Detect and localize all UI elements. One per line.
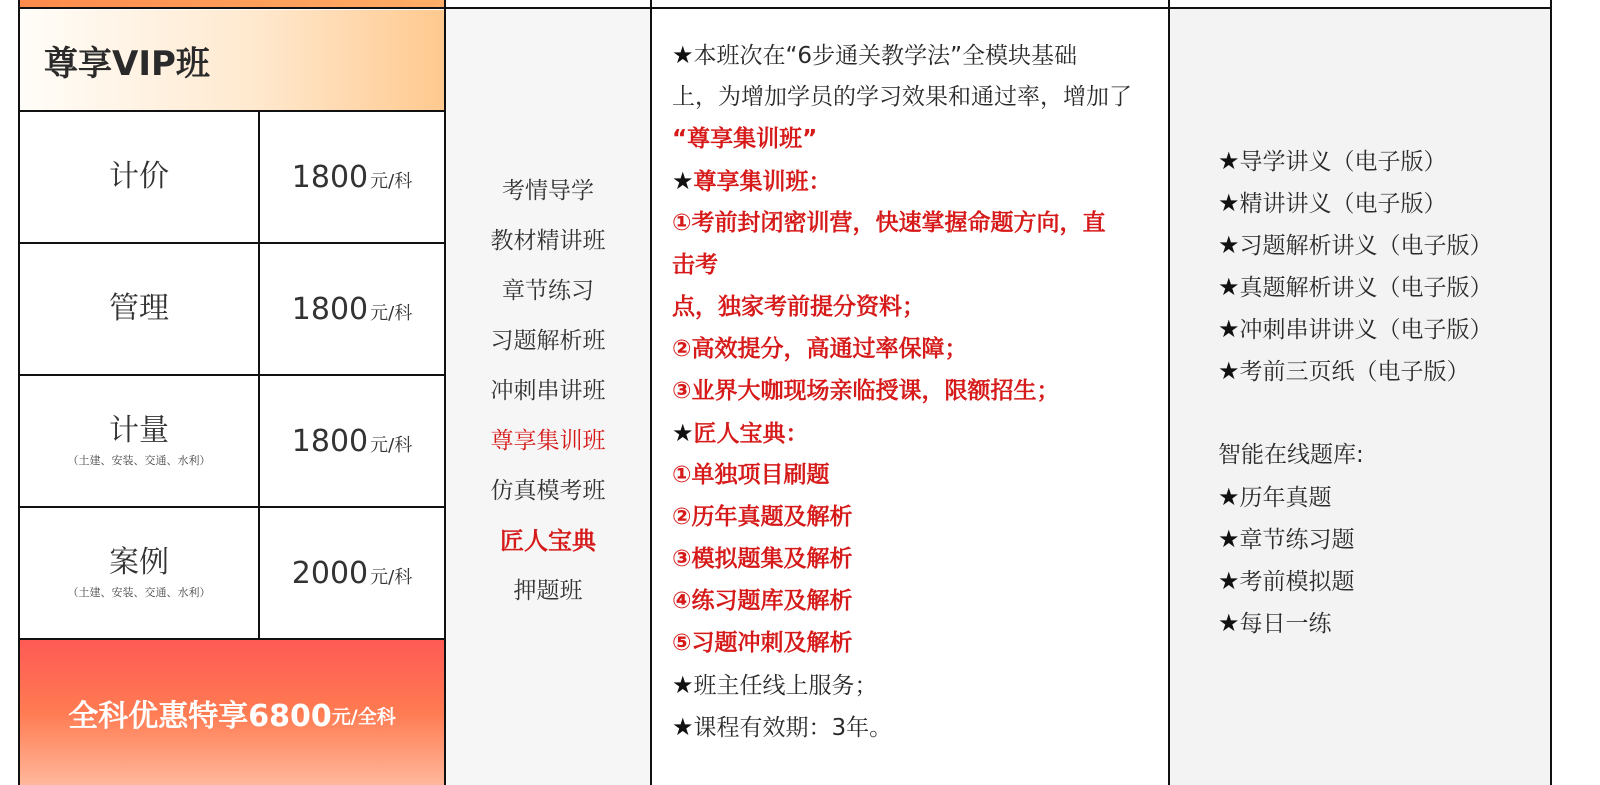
grid-line	[18, 0, 20, 785]
description-line	[672, 290, 1152, 332]
promo-banner[interactable]	[20, 640, 444, 785]
right-margin	[1552, 0, 1600, 785]
subject-name: 案例	[109, 545, 169, 580]
price-cell	[260, 244, 444, 374]
subject-cell	[20, 508, 258, 638]
grid-line	[18, 506, 446, 508]
description-line	[672, 458, 1152, 500]
grid-line	[444, 0, 446, 785]
grid-line	[650, 0, 652, 785]
course-item: 押题班	[513, 578, 583, 604]
description-line	[672, 584, 1152, 626]
description-list	[672, 38, 1152, 752]
description-line	[672, 164, 1152, 206]
course-item: 仿真模考班	[490, 478, 606, 504]
material-item	[1218, 144, 1538, 186]
star-icon: ★	[1218, 273, 1240, 301]
grid-line	[1550, 0, 1552, 785]
subject-name: 管理	[109, 291, 169, 326]
material-item	[1218, 606, 1538, 648]
spacer	[1218, 396, 1538, 438]
description-column	[652, 8, 1168, 785]
description-line	[672, 542, 1152, 584]
description-text: 尊享集训班：	[693, 169, 832, 195]
materials-column	[1170, 8, 1552, 785]
material-text: 考前模拟题	[1239, 569, 1355, 595]
price-value: 2000	[291, 555, 369, 591]
material-text: 冲刺串讲讲义（电子版）	[1239, 317, 1493, 343]
course-item: 冲刺串讲班	[490, 378, 606, 404]
description-text: 匠人宝典：	[693, 421, 809, 447]
star-icon: ★	[672, 167, 694, 195]
description-line	[672, 710, 1152, 752]
star-icon: ★	[1218, 567, 1240, 595]
material-text: 习题解析讲义（电子版）	[1239, 233, 1493, 259]
price-unit: 元/科	[370, 435, 413, 456]
description-text: ②高效提分，高通过率保障；	[672, 336, 968, 362]
subject-row	[20, 508, 444, 638]
price-unit: 元/科	[370, 303, 413, 324]
material-text: 考前三页纸（电子版）	[1239, 359, 1470, 385]
price-value: 1800	[291, 159, 369, 195]
description-text: ③业界大咖现场亲临授课，限额招生；	[672, 378, 1060, 404]
description-line	[672, 206, 1152, 248]
price-value: 1800	[291, 423, 369, 459]
star-icon: ★	[1218, 483, 1240, 511]
star-icon: ★	[1218, 231, 1240, 259]
material-text: 精讲讲义（电子版）	[1239, 191, 1447, 217]
star-icon: ★	[1218, 315, 1240, 343]
description-line	[672, 668, 1152, 710]
star-icon: ★	[1218, 357, 1240, 385]
description-text: ①考前封闭密训营，快速掌握命题方向，直	[672, 210, 1106, 236]
description-text: 击考	[672, 252, 718, 278]
star-icon: ★	[1218, 189, 1240, 217]
description-text: ②历年真题及解析	[672, 504, 853, 530]
materials-list	[1218, 144, 1538, 648]
description-text: 课程有效期：3年。	[693, 715, 893, 741]
material-text: 每日一练	[1239, 611, 1332, 637]
subject-cell	[20, 112, 258, 242]
package-title: 尊享VIP班	[44, 43, 210, 84]
description-text: 本班次在“6步通关教学法”全模块基础	[693, 43, 1077, 69]
star-icon: ★	[1218, 147, 1240, 175]
subject-note: （土建、安装、交通、水利）	[67, 586, 211, 599]
course-item: 教材精讲班	[490, 228, 606, 254]
subject-cell	[20, 376, 258, 506]
price-value: 1800	[291, 291, 369, 327]
description-text: 班主任线上服务；	[693, 673, 878, 699]
description-line	[672, 332, 1152, 374]
star-icon: ★	[672, 671, 694, 699]
description-text: “尊享集训班”	[672, 126, 818, 152]
package-title-cell	[20, 10, 444, 110]
material-item	[1218, 480, 1538, 522]
grid-line	[18, 242, 446, 244]
price-cell	[260, 376, 444, 506]
course-item: 考情导学	[502, 178, 594, 204]
promo-unit: 元/全科	[331, 706, 396, 728]
course-item: 习题解析班	[490, 328, 606, 354]
question-bank-title: 智能在线题库:	[1218, 442, 1364, 468]
subject-row	[20, 376, 444, 506]
subject-row	[20, 244, 444, 374]
material-item	[1218, 564, 1538, 606]
description-line	[672, 38, 1152, 80]
course-item-highlight: 匠人宝典	[500, 527, 596, 555]
material-text: 导学讲义（电子版）	[1239, 149, 1447, 175]
material-text: 章节练习题	[1239, 527, 1355, 553]
description-line	[672, 374, 1152, 416]
subject-row	[20, 112, 444, 242]
material-text: 历年真题	[1239, 485, 1332, 511]
star-icon: ★	[672, 41, 694, 69]
description-text: ④练习题库及解析	[672, 588, 853, 614]
price-unit: 元/科	[370, 567, 413, 588]
description-text: 点，独家考前提分资料；	[672, 294, 925, 320]
grid-line	[18, 638, 446, 640]
grid-line	[18, 110, 446, 112]
description-text: ⑤习题冲刺及解析	[672, 630, 853, 656]
material-item	[1218, 186, 1538, 228]
promo-text: 全科优惠特享6800	[68, 698, 332, 734]
material-text: 真题解析讲义（电子版）	[1239, 275, 1493, 301]
subject-cell	[20, 244, 258, 374]
description-line	[672, 626, 1152, 668]
subject-note: （土建、安装、交通、水利）	[67, 454, 211, 467]
material-item	[1218, 270, 1538, 312]
course-column	[446, 8, 650, 785]
material-item	[1218, 228, 1538, 270]
description-line	[672, 80, 1152, 122]
description-text: ③模拟题集及解析	[672, 546, 853, 572]
description-line	[672, 500, 1152, 542]
course-item: 章节练习	[502, 278, 594, 304]
description-text: 上，为增加学员的学习效果和通过率，增加了	[672, 84, 1132, 110]
price-cell	[260, 508, 444, 638]
description-line	[672, 122, 1152, 164]
description-line	[672, 416, 1152, 458]
description-text: ①单独项目刷题	[672, 462, 830, 488]
star-icon: ★	[672, 713, 694, 741]
material-item	[1218, 354, 1538, 396]
star-icon: ★	[1218, 525, 1240, 553]
course-list	[446, 176, 650, 626]
description-line	[672, 248, 1152, 290]
material-item	[1218, 312, 1538, 354]
subject-name: 计价	[109, 159, 169, 194]
star-icon: ★	[672, 419, 694, 447]
star-icon: ★	[1218, 609, 1240, 637]
course-item-highlight: 尊享集训班	[490, 428, 606, 454]
subject-name: 计量	[109, 413, 169, 448]
price-unit: 元/科	[370, 171, 413, 192]
grid-line	[1168, 0, 1170, 785]
grid-line	[18, 374, 446, 376]
grid-line	[18, 7, 1552, 9]
price-cell	[260, 112, 444, 242]
material-item	[1218, 522, 1538, 564]
